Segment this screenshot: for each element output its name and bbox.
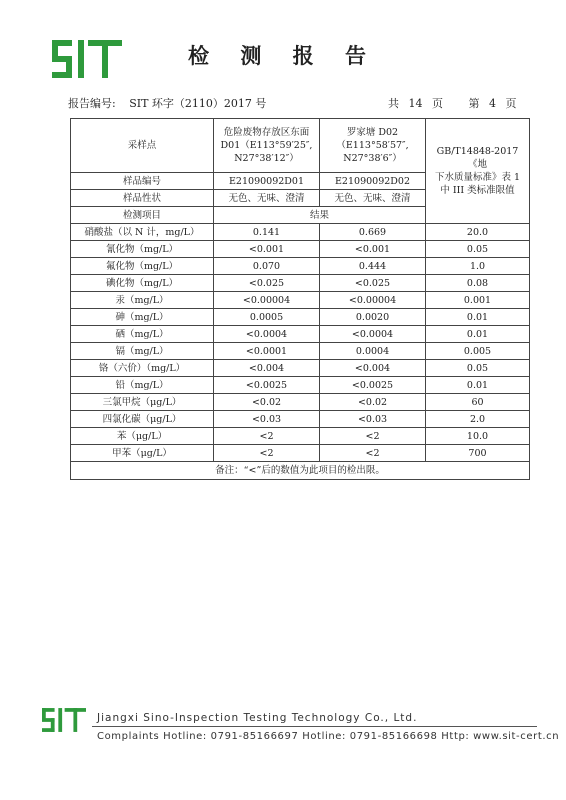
- value-d01: 0.141: [214, 224, 320, 241]
- item-name: 镉（mg/L）: [71, 343, 214, 360]
- value-d01: <0.025: [214, 275, 320, 292]
- sampling-point-label: 采样点: [71, 119, 214, 173]
- item-name: 氟化物（mg/L）: [71, 258, 214, 275]
- value-d02: <0.001: [320, 241, 426, 258]
- standard-limit-header: [426, 119, 530, 224]
- table-row: [71, 258, 530, 275]
- item-name: 汞（mg/L）: [71, 292, 214, 309]
- value-d01: 0.0005: [214, 309, 320, 326]
- standard-limit: 0.05: [426, 241, 530, 258]
- item-name: 氰化物（mg/L）: [71, 241, 214, 258]
- standard-limit: 700: [426, 445, 530, 462]
- table-row: [71, 394, 530, 411]
- table-row: [71, 343, 530, 360]
- standard-limit: 0.001: [426, 292, 530, 309]
- value-d02: <2: [320, 445, 426, 462]
- point-d01-line1: 危险废物存放区东面: [223, 127, 310, 138]
- value-d02: 0.669: [320, 224, 426, 241]
- item-name: 甲苯（μg/L）: [71, 445, 214, 462]
- table-row: [71, 445, 530, 462]
- value-d02: 0.444: [320, 258, 426, 275]
- point-d02-line3: N27°38′6″）: [343, 153, 402, 164]
- report-number-value: SIT 环字（2110）2017 号: [129, 97, 267, 110]
- page-total: 14: [408, 97, 423, 110]
- standard-limit: 0.08: [426, 275, 530, 292]
- table-row: [71, 377, 530, 394]
- item-name: 三氯甲烷（μg/L）: [71, 394, 214, 411]
- item-name: 铅（mg/L）: [71, 377, 214, 394]
- sample-nature-d02: 无色、无味、澄清: [320, 190, 426, 207]
- page-current-suffix: 页: [505, 97, 517, 110]
- point-d02-line2: （E113°58′57″,: [336, 140, 409, 151]
- value-d01: <0.00004: [214, 292, 320, 309]
- point-d02: [320, 119, 426, 173]
- value-d02: <0.02: [320, 394, 426, 411]
- value-d01: 0.070: [214, 258, 320, 275]
- standard-limit: 0.005: [426, 343, 530, 360]
- value-d02: 0.0020: [320, 309, 426, 326]
- note-row: [71, 462, 530, 480]
- value-d01: <0.001: [214, 241, 320, 258]
- value-d02: <0.004: [320, 360, 426, 377]
- items-label: 检测项目: [71, 207, 214, 224]
- table-row: [71, 275, 530, 292]
- value-d02: <0.00004: [320, 292, 426, 309]
- value-d01: <0.02: [214, 394, 320, 411]
- page-title: 检 测 报 告: [188, 43, 378, 68]
- report-number-label: 报告编号:: [68, 97, 116, 110]
- item-name: 硝酸盐（以 N 计，mg/L）: [71, 224, 214, 241]
- value-d01: <0.0025: [214, 377, 320, 394]
- item-name: 四氯化碳（μg/L）: [71, 411, 214, 428]
- sample-nature-label: 样品性状: [71, 190, 214, 207]
- result-label: 结果: [214, 207, 426, 224]
- item-name: 硒（mg/L）: [71, 326, 214, 343]
- value-d02: 0.0004: [320, 343, 426, 360]
- footer-contact-line: Complaints Hotline: 0791-85166697 Hotline: 0791-85166698 Http: www.sit-cert.cn: [97, 731, 560, 742]
- table-row: [71, 326, 530, 343]
- standard-limit: 0.01: [426, 326, 530, 343]
- table-row: [71, 360, 530, 377]
- standard-limit: 60: [426, 394, 530, 411]
- page-current: 4: [489, 97, 496, 110]
- value-d02: <0.025: [320, 275, 426, 292]
- value-d02: <0.0025: [320, 377, 426, 394]
- table-row: [71, 241, 530, 258]
- value-d01: <0.0004: [214, 326, 320, 343]
- item-name: 铬（六价）（mg/L）: [71, 360, 214, 377]
- standard-limit: 10.0: [426, 428, 530, 445]
- value-d02: <0.03: [320, 411, 426, 428]
- standard-line2: 下水质量标准》表 1: [434, 172, 521, 183]
- item-name: 苯（μg/L）: [71, 428, 214, 445]
- sample-nature-d01: 无色、无味、澄清: [214, 190, 320, 207]
- standard-limit: 0.01: [426, 377, 530, 394]
- footer-divider: [92, 726, 537, 727]
- table-row: [71, 292, 530, 309]
- point-d01-line2: D01（E113°59′25″,: [220, 140, 313, 151]
- value-d02: <0.0004: [320, 326, 426, 343]
- footer-company-name: Jiangxi Sino-Inspection Testing Technology Co., Ltd.: [97, 712, 418, 724]
- table-note: 备注：“<”后的数值为此项目的检出限。: [71, 462, 530, 480]
- standard-limit: 0.05: [426, 360, 530, 377]
- table-row: [71, 411, 530, 428]
- sample-no-d01: E21090092D01: [214, 173, 320, 190]
- standard-limit: 1.0: [426, 258, 530, 275]
- standard-limit: 2.0: [426, 411, 530, 428]
- value-d01: <0.03: [214, 411, 320, 428]
- standard-line1: GB/T14848-2017《地: [436, 146, 519, 170]
- standard-line3: 中 III 类标准限值: [440, 185, 515, 196]
- point-d01: [214, 119, 320, 173]
- item-name: 砷（mg/L）: [71, 309, 214, 326]
- sample-no-d02: E21090092D02: [320, 173, 426, 190]
- point-d01-line3: N27°38′12″）: [234, 153, 299, 164]
- standard-limit: 0.01: [426, 309, 530, 326]
- value-d01: <0.0001: [214, 343, 320, 360]
- table-row: [71, 309, 530, 326]
- page-current-prefix: 第: [468, 97, 480, 110]
- sample-no-label: 样品编号: [71, 173, 214, 190]
- page-total-suffix: 页: [432, 97, 443, 110]
- value-d01: <0.004: [214, 360, 320, 377]
- point-d02-line1: 罗家塘 D02: [346, 127, 399, 138]
- value-d02: <2: [320, 428, 426, 445]
- footer-sit-logo: [42, 707, 86, 733]
- value-d01: <2: [214, 445, 320, 462]
- report-number: [68, 95, 266, 111]
- value-d01: <2: [214, 428, 320, 445]
- standard-limit: 20.0: [426, 224, 530, 241]
- table-row: [71, 224, 530, 241]
- results-table: [70, 118, 530, 480]
- sampling-point-row: [71, 119, 530, 173]
- page-total-prefix: 共: [388, 97, 399, 110]
- page-indicator: [388, 95, 523, 111]
- table-row: [71, 428, 530, 445]
- item-name: 碘化物（mg/L）: [71, 275, 214, 292]
